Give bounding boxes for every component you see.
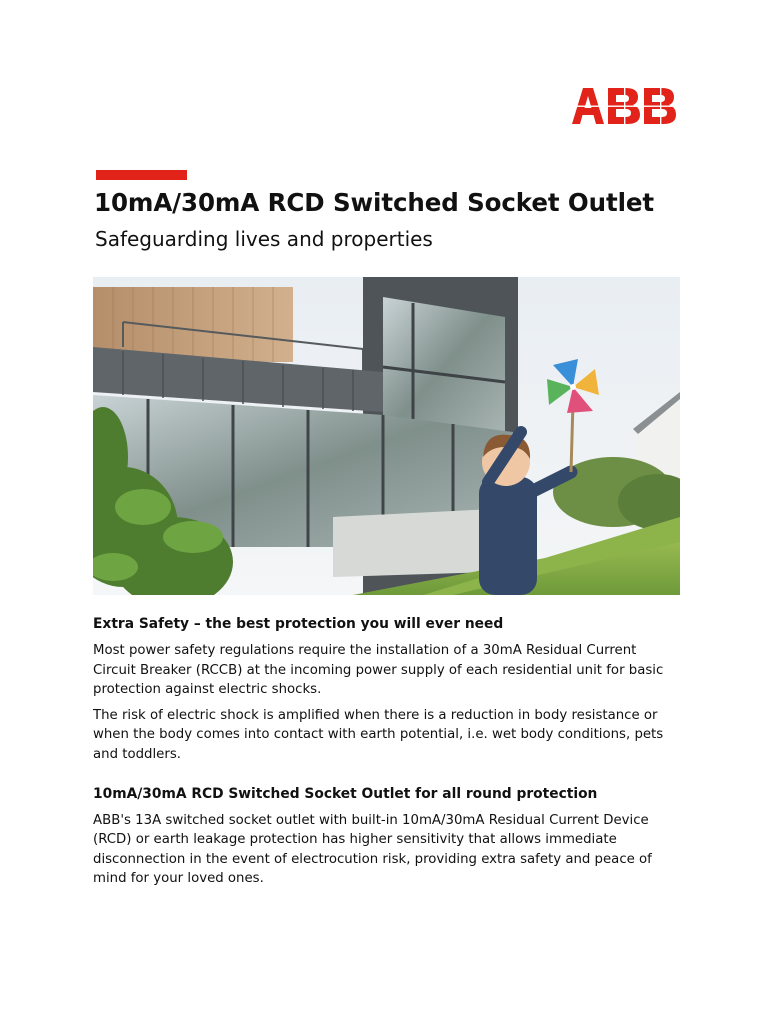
section-heading: 10mA/30mA RCD Switched Socket Outlet for all round protection <box>93 785 598 802</box>
content-body <box>93 613 683 895</box>
section-paragraph: The risk of electric shock is amplified when there is a reduction in body resistance or when the body comes into contact with earth potential, i.e. wet body conditions, pets and toddlers. <box>93 707 664 762</box>
page-title: 10mA/30mA RCD Switched Socket Outlet <box>94 188 654 217</box>
accent-bar <box>96 170 187 180</box>
section-paragraph: Most power safety regulations require the installation of a 30mA Residual Current Circuit Breaker (RCCB) at the incoming power supply of each residential unit for basic protection against electric shocks. <box>93 643 664 698</box>
hero-image <box>93 277 680 595</box>
section-paragraph: ABB's 13A switched socket outlet with built-in 10mA/30mA Residual Current Device (RCD) or earth leakage protection has higher sensitivity that allows immediate disconnection in the event of electrocution risk, providing extra safety and peace of mind for your loved ones. <box>93 812 652 887</box>
page-subtitle: Safeguarding lives and properties <box>95 227 433 251</box>
section-heading: Extra Safety – the best protection you will ever need <box>93 616 504 632</box>
abb-logo <box>572 86 676 126</box>
